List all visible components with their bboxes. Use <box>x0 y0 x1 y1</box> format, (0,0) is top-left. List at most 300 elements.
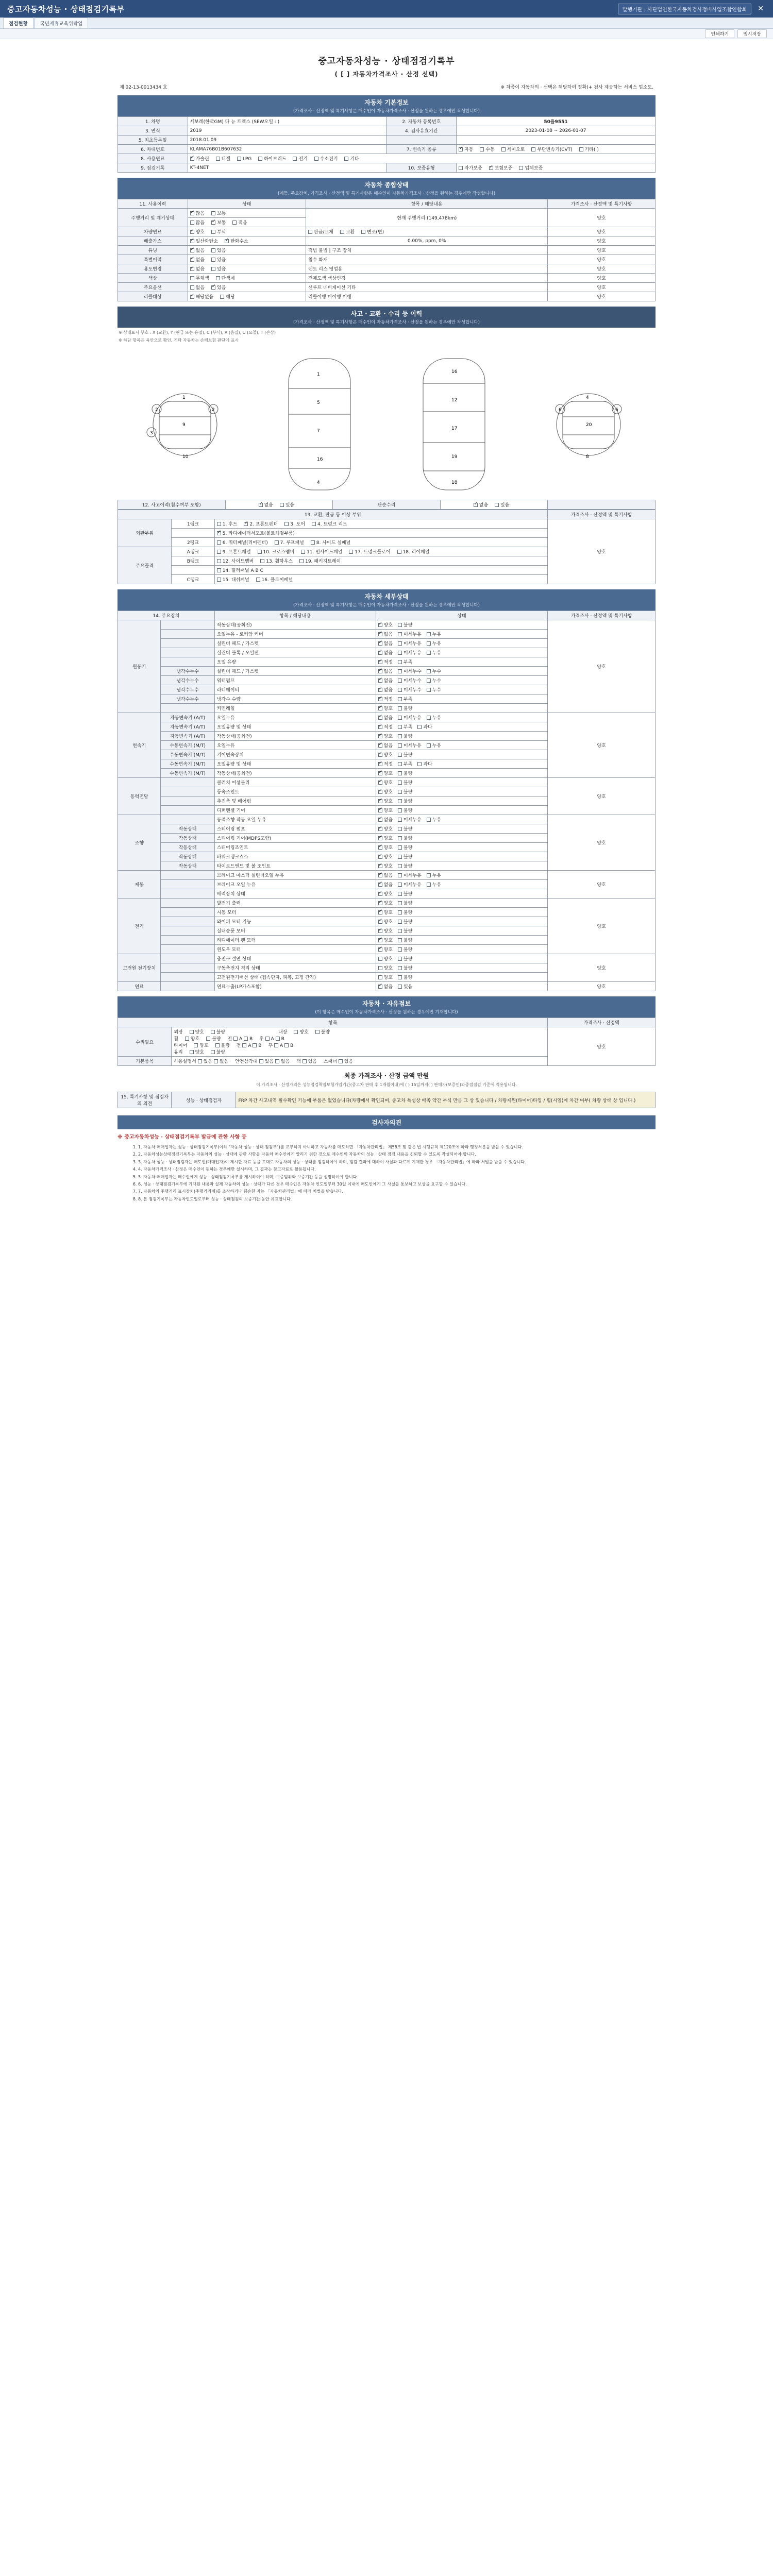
option-exists[interactable]: 있음 <box>280 501 294 508</box>
checkbox-icon[interactable] <box>378 947 382 952</box>
checkbox-icon[interactable] <box>378 892 382 896</box>
checkbox-icon[interactable] <box>474 503 478 507</box>
option-있음[interactable] <box>398 983 412 990</box>
option-누유[interactable] <box>427 714 441 721</box>
checkbox-icon[interactable] <box>293 157 297 161</box>
checkbox-icon[interactable] <box>398 864 402 868</box>
manual-item[interactable]: 사용설명서 있음 없음 <box>174 1059 229 1064</box>
option-누유[interactable] <box>427 649 441 656</box>
option-불량[interactable] <box>398 927 412 934</box>
option-없음[interactable] <box>378 714 393 721</box>
checkbox-icon[interactable] <box>340 230 344 234</box>
rank-items[interactable] <box>214 575 548 584</box>
option-양호[interactable] <box>378 788 393 795</box>
checkbox-icon[interactable] <box>378 669 382 673</box>
option-불량[interactable] <box>398 779 412 786</box>
remark-cell[interactable]: 양호 <box>548 227 656 236</box>
checkbox-icon[interactable] <box>398 679 402 683</box>
checkbox-icon[interactable] <box>427 641 431 646</box>
print-button[interactable]: 인쇄하기 <box>705 29 734 38</box>
checkbox-icon[interactable] <box>275 1059 279 1063</box>
checkbox-icon[interactable] <box>215 1043 220 1047</box>
accident-history-options[interactable] <box>225 500 333 510</box>
option-누유[interactable] <box>427 742 441 749</box>
option-semiauto[interactable]: 세미오토 <box>501 146 525 152</box>
option-불량[interactable] <box>398 890 412 897</box>
checkbox-icon[interactable] <box>519 166 523 170</box>
option-불량[interactable] <box>398 918 412 925</box>
option-부족[interactable] <box>398 723 412 730</box>
option-양호[interactable] <box>378 900 393 906</box>
detail-state-options[interactable] <box>376 843 548 852</box>
detail-state-options[interactable] <box>376 759 548 769</box>
panel-item[interactable]: 6. 쿼터패널(리어펜더) <box>217 539 268 546</box>
option-불량[interactable] <box>398 788 412 795</box>
option-양호[interactable] <box>378 909 393 916</box>
checkbox-icon[interactable] <box>308 230 312 234</box>
checkbox-icon[interactable] <box>258 157 262 161</box>
checkbox-icon[interactable] <box>398 725 402 729</box>
checkbox-icon[interactable] <box>190 211 194 215</box>
option-company-warranty[interactable]: 업체보증 <box>519 164 543 171</box>
checkbox-icon[interactable] <box>190 239 194 243</box>
detail-state-options[interactable] <box>376 657 548 667</box>
rank-items[interactable] <box>214 556 548 566</box>
option-불량[interactable] <box>398 751 412 758</box>
checkbox-icon[interactable] <box>314 157 318 161</box>
checkbox-icon[interactable] <box>398 632 402 636</box>
checkbox-icon[interactable] <box>190 1050 194 1054</box>
option-불량[interactable] <box>398 937 412 943</box>
checkbox-icon[interactable] <box>398 836 402 840</box>
option-적정[interactable] <box>378 658 393 665</box>
checkbox-icon[interactable] <box>211 248 215 252</box>
option-good[interactable]: 양호 <box>294 1028 308 1035</box>
option-양호[interactable] <box>378 770 393 776</box>
option-양호[interactable] <box>378 937 393 943</box>
tab-education-consignment[interactable]: 국민제휴교육위탁업 <box>35 18 89 28</box>
checkbox-icon[interactable] <box>427 883 431 887</box>
option-없음[interactable] <box>378 872 393 878</box>
remark-cell[interactable]: 양호 <box>548 255 656 264</box>
option-many[interactable]: ✓많음 <box>190 210 205 216</box>
detail-state-options[interactable] <box>376 861 548 871</box>
option-불량[interactable] <box>398 733 412 739</box>
state-cell[interactable] <box>188 292 306 301</box>
checkbox-icon[interactable] <box>378 910 382 914</box>
frame-item[interactable]: 15. 대쉬패널 <box>217 576 249 583</box>
checkbox-icon[interactable] <box>265 1037 270 1041</box>
checkbox-icon[interactable] <box>349 550 353 554</box>
detail-state-options[interactable] <box>376 676 548 685</box>
detail-state-options[interactable] <box>376 908 548 917</box>
option-single[interactable]: 단색계 <box>216 275 235 281</box>
checkbox-icon[interactable] <box>427 632 431 636</box>
checkbox-icon[interactable] <box>427 743 431 748</box>
spanner-item[interactable]: 스패너 있음 <box>323 1059 354 1064</box>
option-exists[interactable]: 있음 <box>211 247 226 253</box>
basic-value[interactable]: KLAMA76B01B607632 <box>188 145 386 154</box>
checkbox-icon[interactable] <box>378 845 382 850</box>
panel-item[interactable]: 4. 트렁크 리드 <box>312 520 347 527</box>
checkbox-icon[interactable] <box>378 938 382 942</box>
option-etc[interactable]: 기타( ) <box>579 146 599 152</box>
remark-cell[interactable]: 양호 <box>548 246 656 255</box>
checkbox-icon[interactable] <box>211 230 215 234</box>
checkbox-icon[interactable] <box>190 248 194 252</box>
basic-value[interactable]: 2019 <box>188 126 386 135</box>
option-hc[interactable]: ✓ 탄화수소 <box>225 238 248 244</box>
detail-state-options[interactable] <box>376 778 548 787</box>
checkbox-icon[interactable] <box>398 781 402 785</box>
option-불량[interactable] <box>398 835 412 841</box>
checkbox-icon[interactable] <box>276 1037 280 1041</box>
checkbox-icon[interactable] <box>398 641 402 646</box>
checkbox-icon[interactable] <box>242 1043 246 1047</box>
option-불량[interactable] <box>398 705 412 711</box>
checkbox-icon[interactable] <box>312 522 316 526</box>
checkbox-icon[interactable] <box>398 808 402 812</box>
basic-value[interactable]: KT-4NET <box>188 163 386 173</box>
checkbox-icon[interactable] <box>378 901 382 905</box>
checkbox-icon[interactable] <box>579 147 583 151</box>
checkbox-icon[interactable] <box>217 550 221 554</box>
option-없음[interactable] <box>378 881 393 888</box>
checkbox-icon[interactable] <box>378 651 382 655</box>
checkbox-icon[interactable] <box>284 522 289 526</box>
option-good[interactable]: 양호 <box>194 1042 208 1048</box>
option-적정[interactable] <box>378 723 393 730</box>
option-누유[interactable] <box>427 881 441 888</box>
checkbox-icon[interactable] <box>378 688 382 692</box>
checkbox-icon[interactable] <box>344 157 348 161</box>
rank-items[interactable] <box>214 566 548 575</box>
state-cell[interactable] <box>188 246 306 255</box>
detail-state-options[interactable] <box>376 945 548 954</box>
checkbox-icon[interactable] <box>378 771 382 775</box>
checkbox-icon[interactable] <box>398 651 402 655</box>
checkbox-icon[interactable] <box>294 1030 298 1034</box>
option-양호[interactable] <box>378 798 393 804</box>
option-co[interactable]: ✓ 일산화탄소 <box>190 238 218 244</box>
checkbox-icon[interactable] <box>190 230 194 234</box>
checkbox-icon[interactable] <box>398 892 402 896</box>
option-적정[interactable] <box>378 696 393 702</box>
checkbox-icon[interactable] <box>378 985 382 989</box>
checkbox-icon[interactable] <box>378 966 382 970</box>
option-exists[interactable]: 있음 <box>211 265 226 272</box>
checkbox-icon[interactable] <box>211 1050 215 1054</box>
checkbox-icon[interactable] <box>398 697 402 701</box>
option-없음[interactable] <box>378 668 393 674</box>
checkbox-icon[interactable] <box>378 641 382 646</box>
checkbox-icon[interactable] <box>253 1043 257 1047</box>
checkbox-icon[interactable] <box>398 688 402 692</box>
checkbox-icon[interactable] <box>480 147 484 151</box>
option-과다[interactable] <box>417 723 432 730</box>
checkbox-icon[interactable] <box>531 147 535 151</box>
option-hydrogen[interactable]: 수소전기 <box>314 155 338 162</box>
checkbox-icon[interactable] <box>232 221 237 225</box>
option-불량[interactable] <box>398 909 412 916</box>
option-없음[interactable] <box>378 649 393 656</box>
checkbox-icon[interactable] <box>398 985 402 989</box>
basic-value[interactable]: 세보레(한국GM) 다 뉴 트랙스 (SEW오일 : ) <box>188 117 386 126</box>
detail-state-options[interactable] <box>376 815 548 824</box>
tire-front[interactable]: 전 A B <box>236 1043 262 1048</box>
option-양호[interactable] <box>378 853 393 860</box>
checkbox-icon[interactable] <box>398 743 402 748</box>
checkbox-icon[interactable] <box>398 790 402 794</box>
checkbox-icon[interactable] <box>398 883 402 887</box>
detail-state-options[interactable] <box>376 732 548 741</box>
checkbox-icon[interactable] <box>398 771 402 775</box>
option-normal[interactable]: 보통 <box>211 210 226 216</box>
checkbox-icon[interactable] <box>398 799 402 803</box>
free-remark[interactable]: 양호 <box>548 1027 656 1066</box>
detail-cell[interactable]: 침수 화재 <box>306 255 548 264</box>
option-양호[interactable] <box>378 733 393 739</box>
checkbox-icon[interactable] <box>378 873 382 877</box>
transmission-options[interactable] <box>457 145 656 154</box>
option-없음[interactable] <box>378 983 393 990</box>
option-none[interactable]: ✓ 없음 <box>474 501 488 508</box>
detail-state-options[interactable] <box>376 750 548 759</box>
option-부족[interactable] <box>398 696 412 702</box>
frame-item[interactable]: 18. 리어패널 <box>397 548 430 555</box>
checkbox-icon[interactable] <box>427 651 431 655</box>
checkbox-icon[interactable] <box>256 578 260 582</box>
save-button[interactable]: 임시저장 <box>737 29 767 38</box>
checkbox-icon[interactable] <box>260 559 264 563</box>
rank-items[interactable] <box>214 538 548 547</box>
checkbox-icon[interactable] <box>284 1043 289 1047</box>
checkbox-icon[interactable] <box>459 147 463 151</box>
option-exists[interactable]: 있음 <box>211 256 226 263</box>
state-cell[interactable] <box>188 227 306 236</box>
checkbox-icon[interactable] <box>427 669 431 673</box>
detail-state-options[interactable] <box>376 982 548 991</box>
state-cell[interactable] <box>188 255 306 264</box>
option-부족[interactable] <box>398 658 412 665</box>
option-achromatic[interactable]: 무채색 <box>190 275 209 281</box>
checkbox-icon[interactable] <box>216 157 220 161</box>
detail-state-options[interactable] <box>376 917 548 926</box>
close-icon[interactable]: ✕ <box>758 5 764 13</box>
option-self-warranty[interactable]: 자가보증 <box>459 164 482 171</box>
option-bad[interactable]: 불량 <box>315 1028 330 1035</box>
checkbox-icon[interactable] <box>216 276 220 280</box>
checkbox-icon[interactable] <box>398 873 402 877</box>
option-양호[interactable] <box>378 751 393 758</box>
checkbox-icon[interactable] <box>315 1030 320 1034</box>
checkbox-icon[interactable] <box>299 559 304 563</box>
option-bad[interactable]: 불량 <box>211 1048 225 1055</box>
state-cell[interactable] <box>188 218 306 227</box>
detail-state-options[interactable] <box>376 871 548 880</box>
option-none[interactable]: ✓ 없음 <box>190 256 205 263</box>
checkbox-icon[interactable] <box>427 873 431 877</box>
checkbox-icon[interactable] <box>378 623 382 627</box>
checkbox-icon[interactable] <box>361 230 365 234</box>
option-양호[interactable] <box>378 825 393 832</box>
triangle-item[interactable]: 안전삼각대 있음 없음 <box>235 1059 290 1064</box>
checkbox-icon[interactable] <box>398 827 402 831</box>
option-양호[interactable] <box>378 862 393 869</box>
checkbox-icon[interactable] <box>378 920 382 924</box>
option-hybrid[interactable]: 하이브리드 <box>258 155 286 162</box>
option-불량[interactable] <box>398 862 412 869</box>
option-not-applicable[interactable]: ✓ 해당없음 <box>190 293 214 300</box>
frame-item[interactable]: 13. 휠하우스 <box>260 557 293 564</box>
option-양호[interactable] <box>378 890 393 897</box>
checkbox-icon[interactable] <box>378 790 382 794</box>
panel-item[interactable]: 8. 사이드 실패널 <box>311 539 350 546</box>
option-양호[interactable] <box>378 705 393 711</box>
checkbox-icon[interactable] <box>398 818 402 822</box>
checkbox-icon[interactable] <box>398 901 402 905</box>
checkbox-icon[interactable] <box>225 239 229 243</box>
checkbox-icon[interactable] <box>378 762 382 766</box>
detail-cell[interactable]: 전체도색 색상변경 <box>306 274 548 283</box>
option-없음[interactable] <box>378 631 393 637</box>
option-누유[interactable] <box>427 631 441 637</box>
option-과다[interactable] <box>417 760 432 767</box>
checkbox-icon[interactable] <box>274 1043 278 1047</box>
option-exists[interactable]: ✓ 있음 <box>211 284 226 291</box>
checkbox-icon[interactable] <box>398 975 402 979</box>
option-양호[interactable] <box>378 918 393 925</box>
checkbox-icon[interactable] <box>398 734 402 738</box>
rank-items[interactable] <box>214 547 548 556</box>
state-cell[interactable] <box>188 209 306 218</box>
panel-item[interactable]: 1. 후드 <box>217 520 238 527</box>
detail-remark[interactable]: 양호 <box>548 713 656 778</box>
panel-item[interactable]: ✓5. 라디에이터서포트(볼트체결부품) <box>217 530 295 536</box>
detail-remark[interactable]: 양호 <box>548 954 656 982</box>
option-manual[interactable]: 수동 <box>480 146 494 152</box>
basic-value[interactable]: 2018.01.09 <box>188 135 386 145</box>
option-불량[interactable] <box>398 807 412 814</box>
checkbox-icon[interactable] <box>220 295 224 299</box>
checkbox-icon[interactable] <box>303 1059 307 1063</box>
checkbox-icon[interactable] <box>233 1037 238 1041</box>
option-panel[interactable]: 판금/교체 <box>308 228 333 235</box>
option-none[interactable]: ✓ 없음 <box>190 265 205 272</box>
frame-item[interactable]: 9. 프론트패널 <box>217 548 251 555</box>
checkbox-icon[interactable] <box>378 808 382 812</box>
detail-state-options[interactable] <box>376 648 548 657</box>
checkbox-icon[interactable] <box>217 578 221 582</box>
checkbox-icon[interactable] <box>258 550 262 554</box>
detail-state-options[interactable] <box>376 963 548 973</box>
option-good[interactable]: 양호 <box>190 1028 204 1035</box>
detail-state-options[interactable] <box>376 954 548 963</box>
wheel-rear[interactable]: 후 A B <box>259 1037 284 1042</box>
option-불량[interactable] <box>398 825 412 832</box>
option-modified[interactable]: 변조(변) <box>361 228 384 235</box>
checkbox-icon[interactable] <box>378 716 382 720</box>
detail-state-options[interactable] <box>376 834 548 843</box>
basic-value[interactable]: 50을9551 <box>457 117 656 126</box>
option-불량[interactable] <box>398 853 412 860</box>
checkbox-icon[interactable] <box>398 716 402 720</box>
frame-item[interactable]: 17. 트렁크플로어 <box>349 548 390 555</box>
state-cell[interactable] <box>188 236 306 246</box>
option-applicable[interactable]: 해당 <box>220 293 234 300</box>
warranty-options[interactable] <box>457 163 656 173</box>
checkbox-icon[interactable] <box>378 725 382 729</box>
checkbox-icon[interactable] <box>378 818 382 822</box>
remark-cell[interactable]: 양호 <box>548 274 656 283</box>
frame-item[interactable]: 12. 사이드멤버 <box>217 557 254 564</box>
checkbox-icon[interactable] <box>211 1030 215 1034</box>
detail-state-options[interactable] <box>376 926 548 936</box>
checkbox-icon[interactable] <box>398 762 402 766</box>
remark-cell[interactable]: 양호 <box>548 292 656 301</box>
option-양호[interactable] <box>378 621 393 628</box>
detail-state-options[interactable] <box>376 787 548 796</box>
emission-values[interactable]: 0.00%, ppm, 0% <box>306 236 548 246</box>
remark-cell[interactable]: 양호 <box>548 283 656 292</box>
checkbox-icon[interactable] <box>398 753 402 757</box>
option-불량[interactable] <box>398 974 412 980</box>
checkbox-icon[interactable] <box>398 929 402 933</box>
fuel-options[interactable] <box>188 154 655 163</box>
option-other-fuel[interactable]: 기타 <box>344 155 359 162</box>
detail-cell[interactable]: 리콜이행 미이행 이행 <box>306 292 548 301</box>
detail-state-options[interactable] <box>376 694 548 704</box>
option-누수[interactable] <box>427 668 441 674</box>
jack-item[interactable]: 잭 있음 <box>296 1059 317 1064</box>
checkbox-icon[interactable] <box>378 836 382 840</box>
option-미세누유[interactable] <box>398 881 422 888</box>
option-없음[interactable] <box>378 816 393 823</box>
remark-cell[interactable]: 양호 <box>548 209 656 227</box>
checkbox-icon[interactable] <box>190 295 194 299</box>
checkbox-icon[interactable] <box>378 827 382 831</box>
checkbox-icon[interactable] <box>259 503 263 507</box>
option-미세누유[interactable] <box>398 631 422 637</box>
simple-repair-options[interactable] <box>440 500 548 510</box>
detail-cell[interactable]: 렌트 리스 영업용 <box>306 264 548 274</box>
option-cvt[interactable]: 무단변속기(CVT) <box>531 146 572 152</box>
option-없음[interactable] <box>378 677 393 684</box>
wheel-front[interactable]: 전 A B <box>227 1037 253 1042</box>
rank-items[interactable] <box>214 519 548 529</box>
checkbox-icon[interactable] <box>378 799 382 803</box>
option-양호[interactable] <box>378 844 393 851</box>
checkbox-icon[interactable] <box>214 1059 218 1063</box>
state-cell[interactable] <box>188 283 306 292</box>
option-양호[interactable] <box>378 974 393 980</box>
checkbox-icon[interactable] <box>378 743 382 748</box>
checkbox-icon[interactable] <box>217 531 221 535</box>
checkbox-icon[interactable] <box>211 258 215 262</box>
option-양호[interactable] <box>378 946 393 953</box>
state-cell[interactable] <box>188 274 306 283</box>
checkbox-icon[interactable] <box>398 957 402 961</box>
option-none[interactable]: 없음 <box>190 284 205 291</box>
option-불량[interactable] <box>398 964 412 971</box>
detail-state-options[interactable] <box>376 899 548 908</box>
option-미세누유[interactable] <box>398 872 422 878</box>
checkbox-icon[interactable] <box>244 1037 248 1041</box>
detail-state-options[interactable] <box>376 973 548 982</box>
detail-state-options[interactable] <box>376 889 548 899</box>
detail-state-options[interactable] <box>376 685 548 694</box>
history-remark[interactable]: 양호 <box>548 519 656 584</box>
